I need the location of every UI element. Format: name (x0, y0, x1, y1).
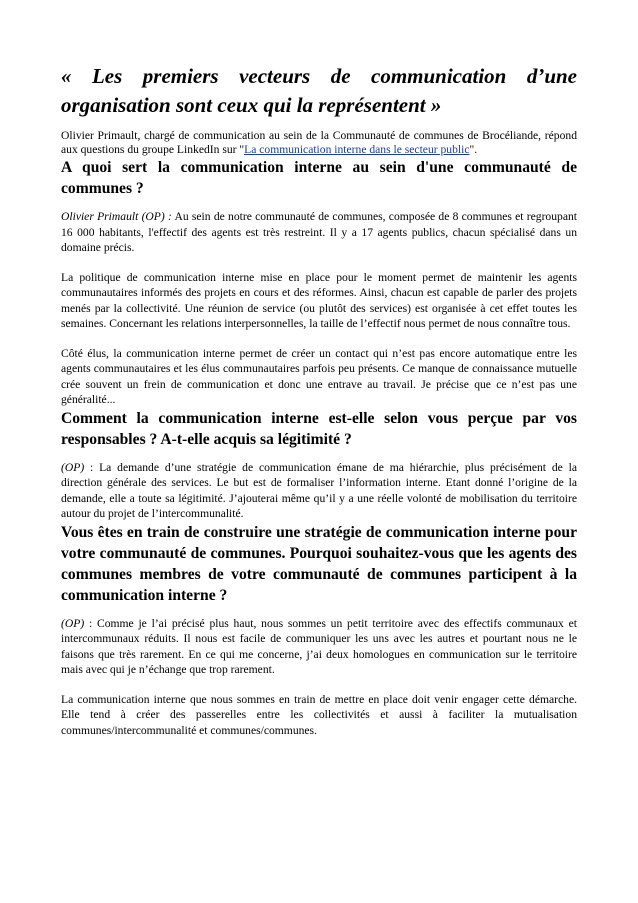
answer-paragraph: La communication interne que nous sommes en train de mettre en place doit venir engager cette démarche. Elle tend à créer des passerelles entre les collectivités et aussi à faciliter la mutualisation communes/intercommunalité et communes/communes. (61, 692, 577, 737)
article-title: « Les premiers vecteurs de communication d’une organisation sont ceux qui la représentent » (61, 64, 577, 117)
answer-text: : La demande d’une stratégie de communication émane de ma hiérarchie, plus précisément de la direction générale des services. Le but est de formaliser l’information interne. Etant donné l’origine de la demande, elle a toute sa légitimité. J’ajouterai même qu’il y a une réelle volonté de mobilisation du territoire autour du projet de l’intercommunalité. (61, 460, 577, 520)
document-page (61, 62, 577, 738)
linkedin-group-link[interactable]: La communication interne dans le secteur public (244, 143, 470, 156)
question-heading-3: Vous êtes en train de construire une stratégie de communication interne pour votre communauté de communes. Pourquoi souhaitez-vous que les agents des communes membres de votre communauté de communes participent à la communication interne ? (61, 523, 577, 604)
intro-text-after: ". (469, 143, 478, 156)
answer-paragraph (61, 209, 577, 256)
intro-paragraph (61, 129, 577, 157)
answer-speaker-label: (OP) (61, 460, 85, 474)
answer-paragraph (61, 616, 577, 678)
question-heading-1: A quoi sert la communication interne au sein d'une communauté de communes ? (61, 159, 577, 197)
answer-text: Au sein de notre communauté de communes, composée de 8 communes et regroupant 16 000 habitants, l'effectif des agents est très restreint. Il y a 17 agents publics, chacun spécialisé dans un domaine précis. (61, 210, 577, 254)
answer-speaker-label: Olivier Primault (OP) : (61, 210, 172, 223)
answer-paragraph: Côté élus, la communication interne permet de créer un contact qui n’est pas encore automatique entre les agents communautaires et les élus communautaires parfois peu présents. Ce manque de connaissance mutuelle crée souvent un frein de communication et donc une entrave au travail. Je précise que ce n’est pas une généralité... (61, 346, 577, 406)
answer-paragraph: La politique de communication interne mise en place pour le moment permet de maintenir les agents communautaires informés des projets en cours et des réformes. Ainsi, chacun est capable de parler des projets menés par la collectivité. Une réunion de service (ou plutôt des services) est organisée à cet effet toutes les semaines. Concernant les relations interpersonnelles, la taille de l’effectif nous permet de nous connaître tous. (61, 270, 577, 330)
question-heading-2: Comment la communication interne est-elle selon vous perçue par vos responsables ? A-t-elle acquis sa légitimité ? (61, 409, 577, 448)
answer-speaker-label: (OP) (61, 616, 85, 630)
intro-text-before: Olivier Primault, chargé de communication au sein de la Communauté de communes de Brocéliande, répond aux questions du groupe LinkedIn sur " (61, 129, 577, 156)
answer-text: : Comme je l’ai précisé plus haut, nous sommes un petit territoire avec des effectifs communaux et intercommunaux réduits. Il nous est facile de communiquer les uns avec les autres et pourtant nous ne le faisons que très rarement. En ce qui me concerne, j’ai deux homologues en communication sur le territoire mais avec qui je n’échange que trop rarement. (61, 616, 577, 676)
answer-paragraph (61, 460, 577, 522)
